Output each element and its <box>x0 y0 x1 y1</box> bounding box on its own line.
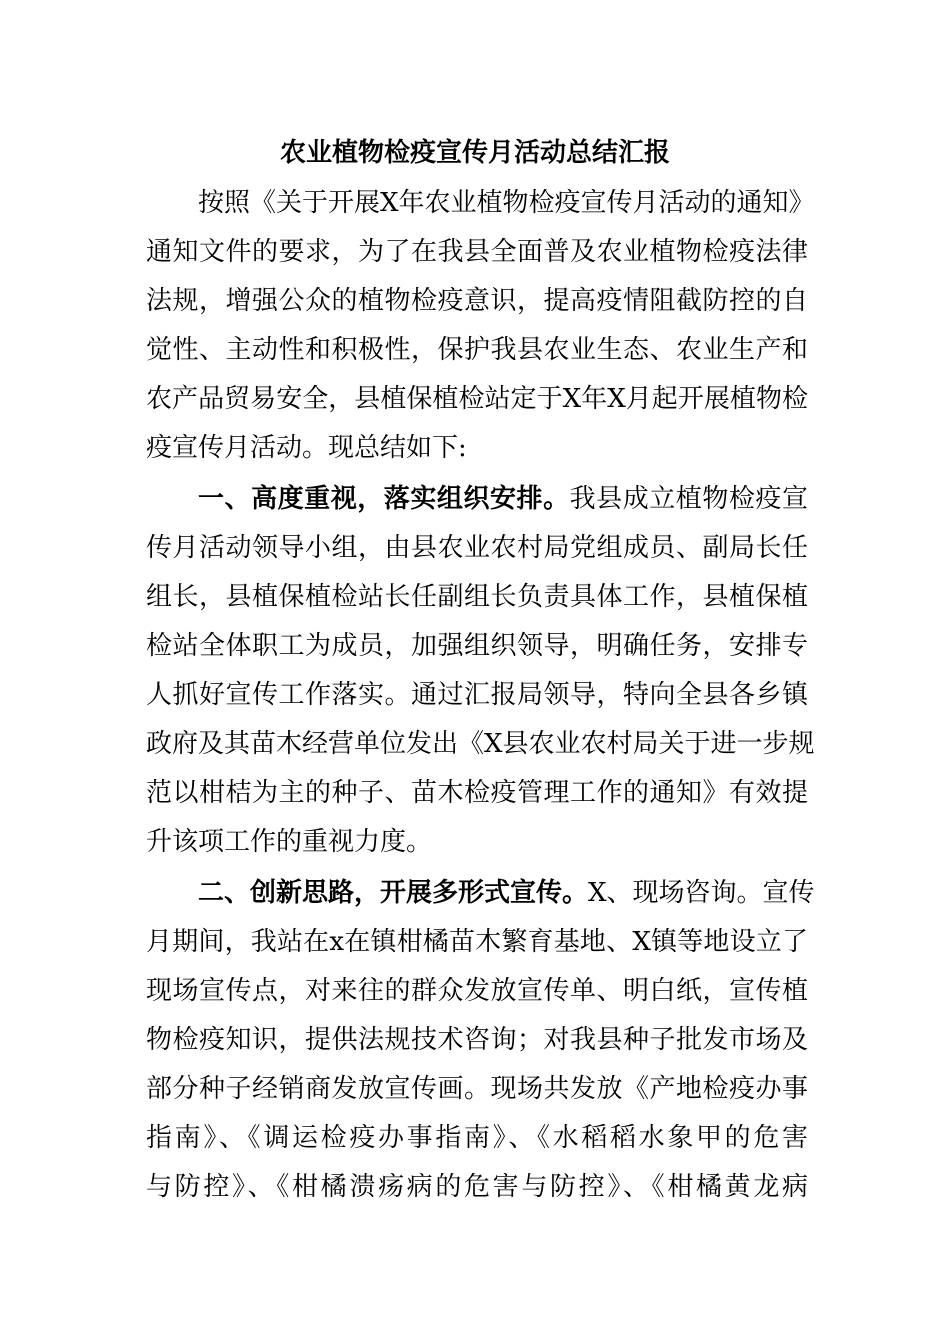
section2-first-line <box>198 869 815 918</box>
intro-line-2: 通知文件的要求，为了在我县全面普及农业植物检疫法律 <box>146 237 808 267</box>
section2-line-4: 物检疫知识，提供法规技术咨询；对我县种子批发市场及 <box>146 1025 808 1055</box>
section2-line-3: 现场宣传点，对来往的群众发放宣传单、明白纸，宣传植 <box>146 976 808 1006</box>
intro-line-5: 农产品贸易安全，县植保植检站定于X年X月起开展植物检 <box>146 384 808 414</box>
intro-line-1: 按照《关于开展X年农业植物检疫宣传月活动的通知》 <box>198 188 815 218</box>
section2-first-line-text: X、现场咨询。宣传 <box>588 878 815 908</box>
document-title: 农业植物检疫宣传月活动总结汇报 <box>279 138 670 168</box>
section2-line-7: 与防控》、《柑橘溃疡病的危害与防控》、《柑橘黄龙病 <box>146 1172 808 1202</box>
section1-line-5: 人抓好宣传工作落实。通过汇报局领导，特向全县各乡镇 <box>146 680 808 710</box>
section2-heading: 二、创新思路，开展多形式宣传。 <box>198 878 589 908</box>
section2-line-6: 指南》、《调运检疫办事指南》、《水稻稻水象甲的危害 <box>146 1123 808 1153</box>
section1-line-3: 组长，县植保植检站长任副组长负责具体工作，县植保植 <box>146 582 808 612</box>
intro-line-3: 法规，增强公众的植物检疫意识，提高疫情阻截防控的自 <box>146 286 808 316</box>
section1-heading: 一、高度重视，落实组织安排。 <box>198 484 570 514</box>
section1-line-6: 政府及其苗木经营单位发出《X县农业农村局关于进一步规 <box>146 729 815 759</box>
intro-line-6: 疫宣传月活动。现总结如下: <box>146 433 467 463</box>
section2-line-2: 月期间，我站在x在镇柑橘苗木繁育基地、X镇等地设立了 <box>146 927 808 957</box>
section1-first-line <box>198 475 808 524</box>
section1-line-7: 范以柑桔为主的种子、苗木检疫管理工作的通知》有效提 <box>146 778 808 808</box>
intro-line-4: 觉性、主动性和积极性，保护我县农业生态、农业生产和 <box>146 335 808 365</box>
section1-line-4: 检站全体职工为成员，加强组织领导，明确任务，安排专 <box>146 631 808 661</box>
section1-line-8: 升该项工作的重视力度。 <box>146 827 433 857</box>
section2-line-5: 部分种子经销商发放宣传画。现场共发放《产地检疫办事 <box>146 1074 808 1104</box>
section1-line-2: 传月活动领导小组，由县农业农村局党组成员、副局长任 <box>146 533 808 563</box>
section1-first-line-text: 我县成立植物检疫宣 <box>569 484 808 514</box>
